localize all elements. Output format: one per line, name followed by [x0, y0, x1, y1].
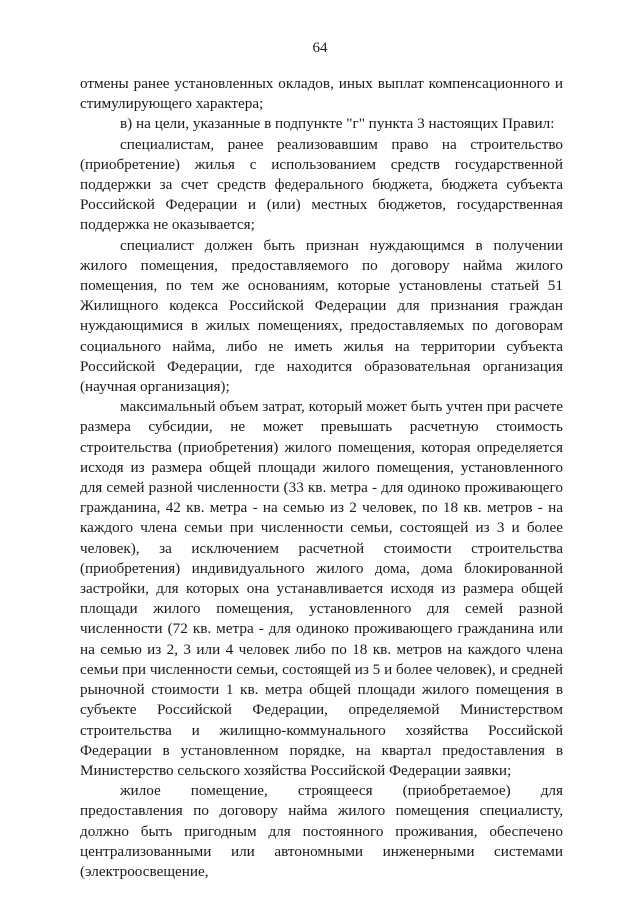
paragraph-max-expense: максимальный объем затрат, который может быть учтен при расчете размера субсидии, не может превышать расчетную стоимость строительства (приобретения) жилого помещения, которая определяется исходя из размера общей площади жилого помещения, установленного для семей разной численности (33 кв. метра - для одиноко проживающего гражданина, 42 кв. метра - на семью из 2 человек, по 18 кв. метров - на каждого члена семьи при численности семьи, состоящей из 3 и более человек), за исключением расчетной стоимости строительства (приобретения) индивидуального жилого дома, дома блокированной застройки, для которых она устанавливается исходя из размера общей площади жилого помещения, установленного для семей разной численности (72 кв. метра - для одиноко проживающего гражданина или на семью из 2, 3 или 4 человек либо по 18 кв. метров на каждого члена семьи при численности семьи, состоящей из 5 и более человек), и средней рыночной стоимости 1 кв. метра общей площади жилого помещения в субъекте Российской Федерации, определяемой Министерством строительства и жилищно-коммунального хозяйства Российской Федерации в установленном порядке, на квартал предоставления в Министерство сельского хозяйства Российской Федерации заявки;	[80, 398, 563, 779]
paragraph-specialist-needs-housing: специалист должен быть признан нуждающимся в получении жилого помещения, предоставляемого по договору найма жилого помещения, по тем же основаниям, которые установлены статьей 51 Жилищного кодекса Российской Федерации для признания граждан нуждающимися в жилых помещениях, предоставляемых по договорам социального найма, либо не иметь жилья на территории субъекта Российской Федерации, где находится образовательная организация (научная организация);	[80, 236, 563, 396]
paragraph-continuation: отмены ранее установленных окладов, иных выплат компенсационного и стимулирующего характера;	[80, 75, 563, 113]
document-body	[80, 74, 563, 882]
page-number: 64	[312, 40, 328, 56]
paragraph-subitem-v: в) на цели, указанные в подпункте "г" пункта 3 настоящих Правил:	[120, 115, 555, 133]
paragraph-housing-requirements: жилое помещение, строящееся (приобретаемое) для предоставления по договору найма жилого помещения специалисту, должно быть пригодным для постоянного проживания, обеспечено централизованными или автономными инженерными системами (электроосвещение,	[80, 782, 563, 880]
paragraph-specialists-prior-right: специалистам, ранее реализовавшим право на строительство (приобретение) жилья с использованием средств государственной поддержки за счет средств федерального бюджета, бюджета субъекта Российской Федерации и (или) местных бюджетов, государственная поддержка не оказывается;	[80, 135, 563, 234]
